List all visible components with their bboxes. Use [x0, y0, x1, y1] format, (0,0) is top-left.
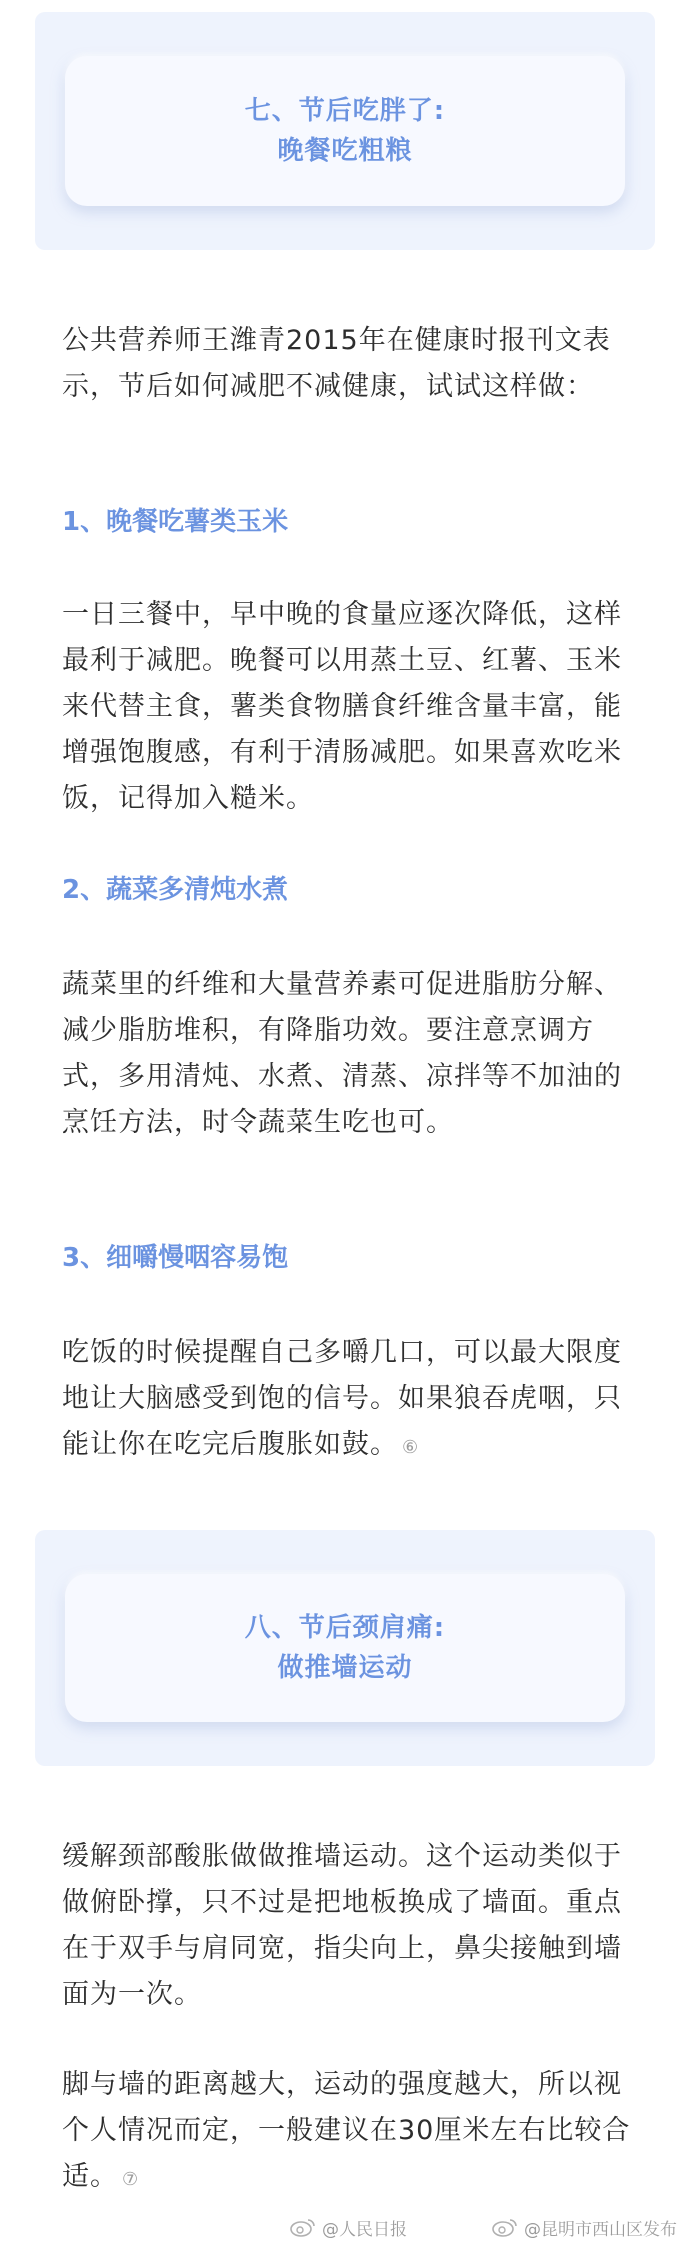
intro-paragraph: 公共营养师王潍青2015年在健康时报刊文表示，节后如何减肥不减健康，试试这样做： [62, 325, 611, 402]
section-8-paragraph-1: 缓解颈部酸胀做做推墙运动。这个运动类似于做俯卧撑，只不过是把地板换成了墙面。重点在于双手与肩同宽，指尖向上，鼻尖接触到墙面为一次。 [62, 1841, 622, 2010]
section-8-box [35, 1530, 655, 1766]
section-8-title-line1: 八、节后颈肩痛: [244, 1613, 446, 1643]
tip-3-body-block [62, 1330, 632, 1471]
tip-2-body: 蔬菜里的纤维和大量营养素可促进脂肪分解、减少脂肪堆积，有降脂功效。要注意烹调方式，多用清炖、水煮、清蒸、凉拌等不加油的烹饪方法，时令蔬菜生吃也可。 [62, 969, 622, 1138]
footnote-mark-7: ⑦ [122, 2169, 140, 2190]
tip-3-body: 吃饭的时候提醒自己多嚼几口，可以最大限度地让大脑感受到饱的信号。如果狼吞虎咽，只能让你在吃完后腹胀如鼓。 [62, 1337, 622, 1460]
section-7-box [35, 12, 655, 250]
section-8-title-line2: 做推墙运动 [277, 1653, 413, 1683]
watermark-left-text: @人民日报 [322, 2219, 407, 2240]
watermark-right [492, 2212, 677, 2242]
section-8-card [65, 1574, 625, 1722]
tip-2-heading: 2、蔬菜多清炖水煮 [62, 875, 289, 905]
section-7-title-line2: 晚餐吃粗粮 [277, 136, 413, 166]
weibo-icon [290, 2217, 316, 2237]
section-7-card [65, 56, 625, 206]
tip-3-heading: 3、细嚼慢咽容易饱 [62, 1243, 289, 1273]
watermark-left [290, 2212, 407, 2242]
tip-1-body: 一日三餐中，早中晚的食量应逐次降低，这样最利于减肥。晚餐可以用蒸土豆、红薯、玉米来代替主食，薯类食物膳食纤维含量丰富，能增强饱腹感，有利于清肠减肥。如果喜欢吃米饭，记得加入糙米。 [62, 599, 622, 814]
section-7-title-line1: 七、节后吃胖了: [244, 96, 446, 126]
footnote-mark-6: ⑥ [402, 1437, 420, 1458]
weibo-icon [492, 2217, 518, 2237]
section-8-paragraph-2: 脚与墙的距离越大，运动的强度越大，所以视个人情况而定，一般建议在30厘米左右比较合适。 [62, 2069, 631, 2192]
section-8-paragraph-2-block [62, 2062, 632, 2203]
tip-1-heading: 1、晚餐吃薯类玉米 [62, 507, 289, 537]
watermark-right-text: @昆明市西山区发布 [524, 2219, 677, 2240]
